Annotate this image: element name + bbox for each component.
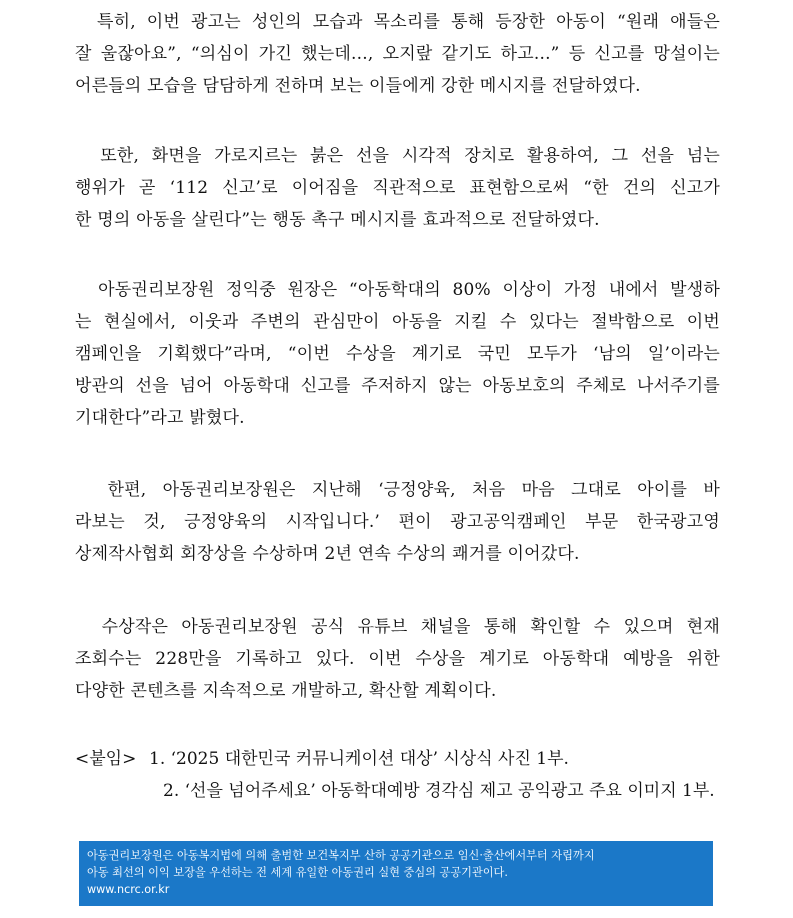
paragraph-youtube-views: [75, 611, 720, 707]
attachment-text: 1. ‘2025 대한민국 커뮤니케이션 대상’ 시상식 사진 1부.: [149, 749, 569, 769]
paragraph-previous-award: [75, 474, 720, 570]
paragraph-line: 캠페인을 기획했다”라며, “이번 수상을 계기로 국민 모두가 ‘남의 일’이라는: [75, 344, 720, 364]
paragraph-line: 라보는 것, 긍정양육의 시작입니다.’ 편이 광고공익캠페인 부문 한국광고영: [75, 512, 720, 532]
paragraph-line: 또한, 화면을 가로지르는 붉은 선을 시각적 장치로 활용하여, 그 선을 넘는: [75, 146, 720, 166]
paragraph-line: 특히, 이번 광고는 성인의 모습과 목소리를 통해 등장한 아동이 “원래 애들은: [75, 12, 720, 32]
attachment-text: 2. ‘선을 넘어주세요’ 아동학대예방 경각심 제고 공익광고 주요 이미지 1부.: [163, 781, 715, 801]
attachments-list: [75, 743, 725, 807]
attachments-label: <붙임>: [75, 749, 137, 769]
paragraph-line: 행위가 곧 ‘112 신고’로 이어짐을 직관적으로 표현함으로써 “한 건의 신고가: [75, 178, 720, 198]
paragraph-ad-message: [75, 6, 720, 102]
attachment-item: [75, 775, 725, 807]
paragraph-line: 는 현실에서, 이웃과 주변의 관심만이 아동을 지킬 수 있다는 절박함으로 이번: [75, 312, 720, 332]
paragraph-director-quote: [75, 274, 720, 434]
paragraph-line: 한편, 아동권리보장원은 지난해 ‘긍정양육, 처음 마음 그대로 아이를 바: [75, 480, 720, 500]
organization-description-line: 아동 최선의 이익 보장을 우선하는 전 세계 유일한 아동권리 실현 중심의 공공기관이다.: [87, 866, 508, 879]
paragraph-line: 다양한 콘텐츠를 지속적으로 개발하고, 확산할 계획이다.: [75, 681, 497, 701]
attachment-item: [75, 743, 725, 775]
paragraph-line: 어른들의 모습을 담담하게 전하며 보는 이들에게 강한 메시지를 전달하였다.: [75, 76, 641, 96]
paragraph-line: 기대한다”라고 밝혔다.: [75, 408, 245, 428]
paragraph-line: 방관의 선을 넘어 아동학대 신고를 주저하지 않는 아동보호의 주체로 나서주기를: [75, 376, 720, 396]
paragraph-line: 한 명의 아동을 살린다”는 행동 촉구 메시지를 효과적으로 전달하였다.: [75, 210, 600, 230]
paragraph-line: 아동권리보장원 정익중 원장은 “아동학대의 80% 이상이 가정 내에서 발생하: [75, 280, 720, 300]
organization-website-link[interactable]: www.ncrc.or.kr: [87, 883, 170, 896]
paragraph-line: 수상작은 아동권리보장원 공식 유튜브 채널을 통해 확인할 수 있으며 현재: [75, 617, 720, 637]
organization-info-box: [79, 841, 713, 906]
paragraph-line: 상제작사협회 회장상을 수상하며 2년 연속 수상의 쾌거를 이어갔다.: [75, 544, 580, 564]
paragraph-red-line-device: [75, 140, 720, 236]
paragraph-line: 조회수는 228만을 기록하고 있다. 이번 수상을 계기로 아동학대 예방을 위한: [75, 649, 720, 669]
paragraph-line: 잘 울잖아요”, “의심이 가긴 했는데..., 오지랖 같기도 하고...” 등 신고를 망설이는: [75, 44, 720, 64]
organization-description-line: 아동권리보장원은 아동복지법에 의해 출범한 보건복지부 산하 공공기관으로 임신·출산에서부터 자립까지: [87, 849, 595, 862]
